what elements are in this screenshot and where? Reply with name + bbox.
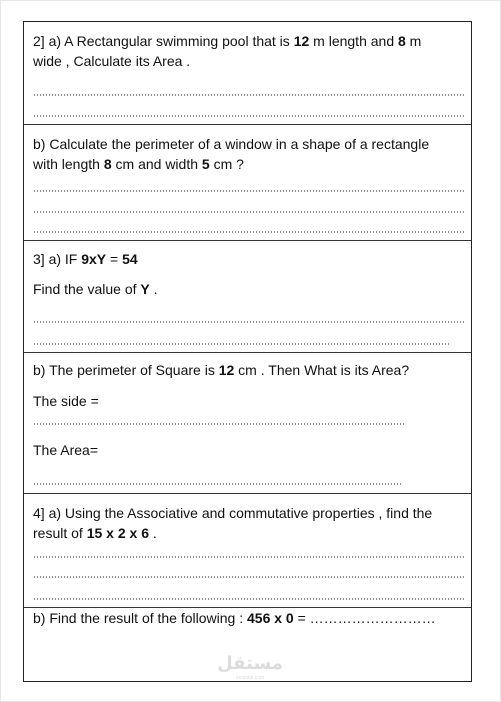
section-divider bbox=[24, 493, 471, 494]
answer-line bbox=[33, 115, 464, 117]
answer-line bbox=[33, 211, 464, 213]
side-label: The side = bbox=[33, 393, 99, 409]
section-divider bbox=[24, 124, 471, 125]
answer-line bbox=[33, 556, 464, 558]
q4a-line2: result of 15 x 2 x 6 . bbox=[33, 525, 157, 541]
answer-line bbox=[33, 321, 464, 323]
section-divider bbox=[24, 352, 471, 353]
answer-line bbox=[33, 231, 464, 233]
answer-line bbox=[33, 94, 464, 96]
worksheet-frame bbox=[23, 21, 472, 682]
answer-line bbox=[33, 576, 464, 578]
section-divider bbox=[24, 240, 471, 241]
area-label: The Area= bbox=[33, 442, 98, 458]
answer-line bbox=[33, 190, 464, 192]
q3a-line: 3] a) IF 9xY = 54 bbox=[33, 251, 138, 267]
q2a-line1: 2] a) A Rectangular swimming pool that is 12 m length and 8 m bbox=[33, 33, 422, 49]
q2a-line2: wide , Calculate its Area . bbox=[33, 53, 191, 69]
watermark-url: mostaql.com bbox=[235, 675, 265, 681]
q2b-line2: with length 8 cm and width 5 cm ? bbox=[33, 156, 244, 172]
q4a-line1: 4] a) Using the Associative and commutative properties , find the bbox=[33, 505, 433, 521]
q4b-line: b) Find the result of the following : 456 x 0 = ……………………… bbox=[33, 610, 436, 626]
q3a-find: Find the value of Y . bbox=[33, 281, 158, 297]
answer-line bbox=[33, 598, 464, 600]
watermark-logo: مستقل bbox=[217, 653, 283, 674]
q3b-line: b) The perimeter of Square is 12 cm . Then What is its Area? bbox=[33, 362, 410, 378]
answer-line bbox=[33, 483, 401, 485]
section-divider bbox=[24, 607, 471, 608]
q2b-line1: b) Calculate the perimeter of a window in a shape of a rectangle bbox=[33, 136, 430, 152]
answer-line bbox=[33, 343, 451, 345]
answer-line bbox=[33, 423, 405, 425]
